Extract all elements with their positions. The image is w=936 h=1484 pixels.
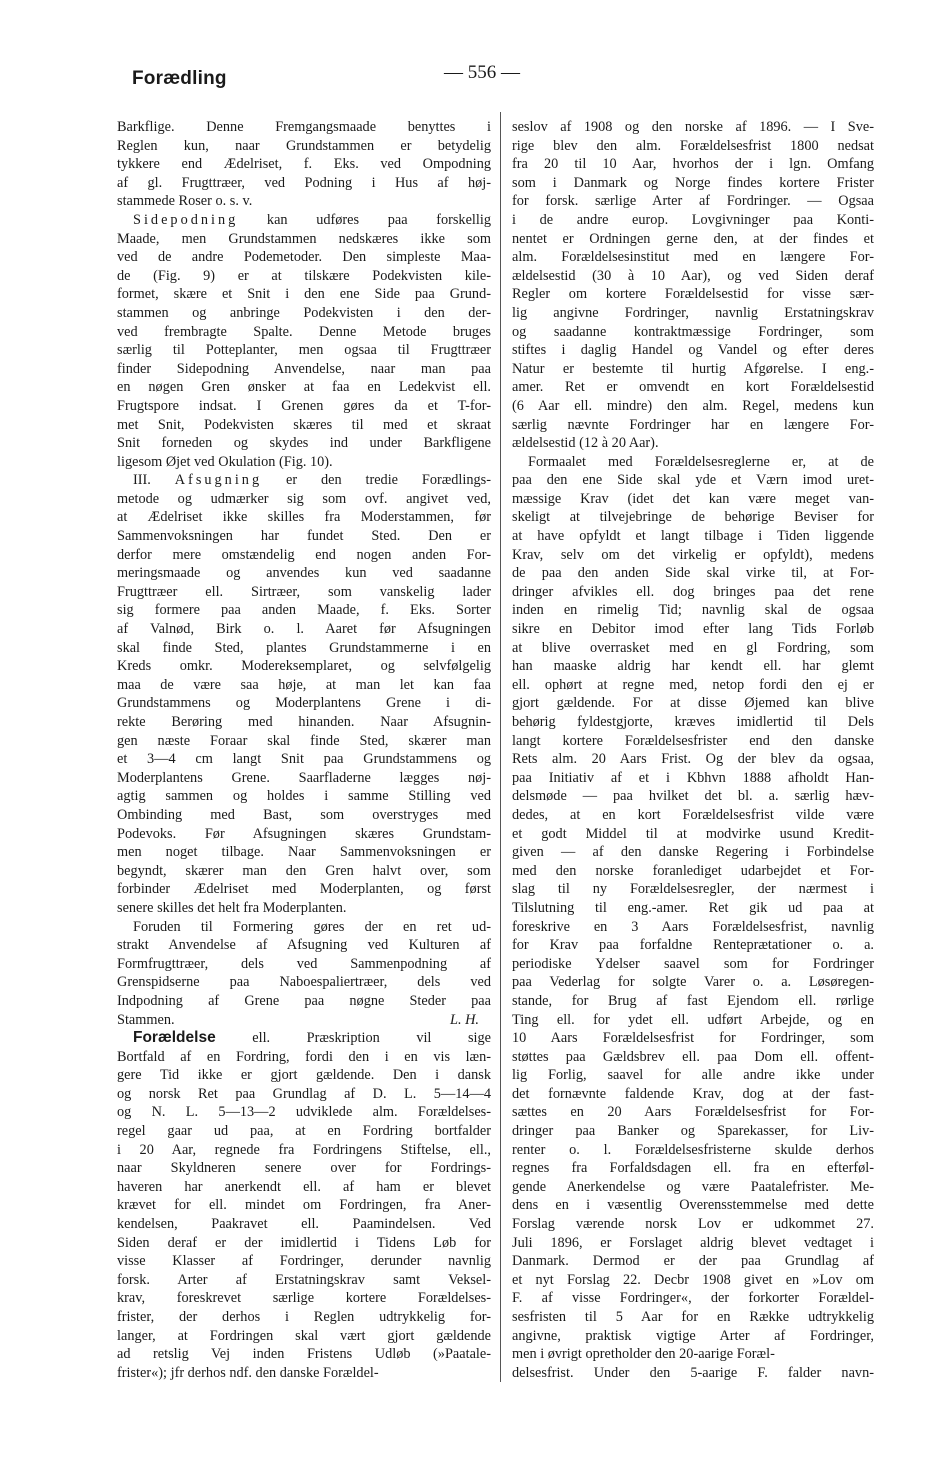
text-line: senere skilles det helt fra Moderplanten. (117, 899, 347, 916)
text-line: Sammenvoksningen har fundet Sted. Den er (117, 528, 491, 545)
text-line: naar Skyldneren senere over for Fordrings- (117, 1160, 491, 1177)
text-line: begyndt, skærer man den Gren halvt over, som (117, 862, 491, 879)
text-line: dedes, at en kort Forældelsesfrist vilde være (512, 806, 874, 823)
text-line: sættes en 20 Aars Forældelsesfrist for For- (512, 1104, 874, 1121)
text-line: et nyt Forslag 22. Decbr 1908 givet en »Lov om (512, 1271, 874, 1288)
text-line: paa den ene Side skal yde et Værn imod uret- (512, 472, 874, 489)
text-line: regnes fra Forfaldsdagen ell. fra en efterføl- (512, 1160, 874, 1177)
text-line: men i øvrigt opretholder den 20-aarige Foræl- (512, 1346, 775, 1363)
text-line: med den norske foranlediget udarbejdet et For- (512, 862, 874, 879)
text-line: gen næste Foraar skal finde Sted, skærer man (117, 732, 491, 749)
text-line: stammede Roser o. s. v. (117, 193, 253, 210)
text-line: Kreds omkr. Modereksemplaret, og selvfølgelig (117, 658, 491, 675)
text-line: sesfristen til 5 Aar for en Række udtrykkelig (512, 1309, 874, 1325)
text-line: Grenspidserne paa Naboespaliertræer, dels ved (117, 974, 491, 991)
text-line (117, 1011, 491, 1030)
text-line: Regler om kortere Forældelsestid for visse sær- (512, 286, 874, 303)
text-line: F. af visse Fordringer«, der forkorter Forældel- (512, 1290, 874, 1307)
text-line: foreskrive en 3 Aars Forældelsesfrist, navnlig (512, 918, 874, 935)
text-line: Ombinding med Bast, som overstryges med (117, 806, 491, 823)
text-line: særlig til Potteplanter, men ogsaa til Frugttræer (117, 342, 491, 359)
column-divider (500, 112, 501, 1382)
text-line: dringer afvikles ell. dog bringes paa det rene (512, 583, 874, 600)
text-line: forsk. Arter af Erstatningskrav samt Veksel- (117, 1271, 491, 1288)
text-line: formet, skære et Snit i den ene Side paa Grund- (117, 286, 491, 303)
text-segment: Stammen. (117, 1011, 175, 1028)
text-line: paa Vederlag for solgte Varer o. a. Løsøregen- (512, 974, 874, 991)
text-line: metode og udmærker sig som ovf. angivet ved, (117, 490, 491, 507)
text-line: delsesfrist. Under den 5-aarige F. falder navn- (512, 1364, 874, 1381)
text-line: ell. ophørt at regne med, netop fordi den ej er (512, 676, 874, 693)
text-line: gende Anerkendelse og være Paatalefrister. Me- (512, 1178, 874, 1195)
text-line: paa Initiativ af et i Kbhvn 1888 afholdt Han- (512, 769, 874, 786)
text-line: Barkflige. Denne Fremgangsmaade benyttes i (117, 119, 491, 135)
text-line: amer. Ret er omvendt en kort Forældelsestid (512, 379, 874, 396)
text-line: af gl. Frugttræer, ved Podning i Hus af høj- (117, 174, 491, 191)
text-line: stammen og anbringe Podekvisten i den der- (117, 304, 491, 321)
text-line: i de andre europ. Lovgivninger paa Konti- (512, 211, 874, 228)
text-line: agtig sammen og holdes i samme Stilling ved (117, 788, 491, 805)
text-line: regel gaar ud paa, at en Fordring bortfalder (117, 1123, 491, 1140)
text-line: alm. Forældelsesinstitut med en længere For- (512, 249, 874, 266)
text-line: slag til ny Forældelsesregler, der nærmest i (512, 881, 874, 898)
running-title: Forædling (132, 68, 227, 89)
text-line: renter o. l. Forældelsesfristerne skulde derhos (512, 1141, 874, 1158)
text-line: derfor mere omstændelig end nogen anden For- (117, 546, 491, 563)
text-line: periodiske Ydelser saavel som for Fordringer (512, 955, 874, 972)
entry-title: Forældelse (133, 1029, 216, 1047)
right-column (512, 118, 874, 1382)
text-line: for Krav paa forfaldne Renteprætationer o. a. (512, 937, 874, 954)
text-line: at Ædelriset ikke skilles fra Moderstammen, før (117, 509, 491, 526)
text-line: Moderplantens Grene. Saarfladerne lægges nøj- (117, 769, 491, 786)
text-line: tykkere end Ædelriset, f. Eks. ved Ompodning (117, 156, 491, 173)
text-line: delsmøde — paa hvilket det bl. a. særlig hæv- (512, 788, 874, 805)
text-line: frister«); jfr derhos ndf. den danske Forældel- (117, 1364, 379, 1381)
text-line: Podevoks. Før Afsugningen skæres Grundstam- (117, 825, 491, 842)
text-line: langt kortere Forældelsesfrister end den danske (512, 732, 874, 749)
text-line: rekte Berøring med hinanden. Naar Afsugnin- (117, 714, 491, 730)
text-line: Indpodning af Grene paa nøgne Steder paa (117, 992, 491, 1009)
text-line: for forsk. særlige Arter af Fordringer. — Ogsaa (512, 193, 874, 210)
text-line: given — af den danske Regering i Forbindelse (512, 844, 874, 861)
text-line: Formfrugttræer, dels ved Sammenpodning af (117, 955, 491, 972)
text-line: maa de være saa høje, at man let kan faa (117, 676, 491, 693)
text-line: Rets alm. 20 Aars Frist. Og der blev da ogsaa, (512, 751, 874, 768)
text-line: langer, at Fordringen skal vært gjort gældende (117, 1327, 491, 1344)
text-line: mæssige Krav (idet det kan være meget van- (512, 490, 874, 507)
page-number: — 556 — (444, 62, 520, 83)
text-line: ældelsestid (12 à 20 Aar). (512, 435, 659, 452)
text-line: Forslag værende norsk Lov er udkommet 27. (512, 1216, 874, 1233)
text-line: han maaske aldrig har kendt ell. har glemt (512, 658, 874, 675)
text-line: met Snit, Podekvisten skæres til med et skraat (117, 416, 491, 433)
text-line: Sidepodning kan udføres paa forskellig (133, 211, 491, 228)
text-line: Reglen kun, naar Grundstammen er betydelig (117, 137, 491, 154)
text-line: Ting ell. for ydet ell. udført Arbejde, og en (512, 1011, 874, 1028)
text-line: de paa den anden Side skal virke til, at For- (512, 565, 874, 582)
text-line: ældelsestid (30 à 10 Aar), og ved Siden deraf (512, 267, 874, 284)
text-line: III. Afsugning er den tredie Forædlings- (133, 472, 491, 489)
text-line: og saadanne kontraktmæssige Fordringer, som (512, 323, 874, 340)
text-line: af Valnød, Birk o. l. Aaret før Afsugningen (117, 621, 491, 638)
text-line: i 20 Aar, regnede fra Fordringens Stiftelse, ell., (117, 1141, 491, 1158)
text-line: gjort gældende. For at disse Øjemed kan blive (512, 695, 874, 712)
text-line: nentet er Ordningen gerne den, at der findes et (512, 230, 874, 247)
text-line: finder Sidepodning Anvendelse, naar man paa (117, 360, 491, 377)
text-line: krævet for ell. mindet om Fordringen, fra Aner- (117, 1197, 491, 1214)
text-line: visse Klasser af Fordringer, derunder navnlig (117, 1253, 491, 1270)
page-header (132, 60, 812, 100)
text-line: et 3—4 cm langt Snit paa Grundstammens og (117, 751, 491, 768)
text-line: stande, for Brug af fast Ejendom ell. rørlige (512, 992, 874, 1009)
text-line: skeligt at tilvejebringe de behørige Beviser for (512, 509, 874, 526)
text-line: seslov af 1908 og den norske af 1896. — I Sve- (512, 119, 874, 135)
text-line: dringer paa Banker og Sparekasser, for Liv- (512, 1123, 874, 1140)
text-line: stiftes i daglig Handel og Vandel og efter deres (512, 342, 874, 359)
text-line: de (Fig. 9) er at tilskære Podekvisten kile- (117, 267, 491, 284)
text-line: (6 Aar ell. mindre) den alm. Regel, medens kun (512, 397, 874, 414)
text-line: Bortfald af en Fordring, fordi den i en vis læn- (117, 1048, 491, 1065)
text-line: Danmark. Dermod er der paa Grundlag af (512, 1253, 874, 1270)
text-line: 10 Aars Forældelsesfrist for Fordringer, som (512, 1030, 874, 1047)
text-line: Juli 1896, er Forslaget aldrig blevet vedtaget i (512, 1234, 874, 1251)
text-line: gere Tid ikke er gjort gældende. Den i dansk (117, 1067, 491, 1084)
text-line: Frugtspore indsat. I Grenen gøres da et T-for- (117, 397, 491, 414)
text-line: Natur er bestemte til hurtig Afgørelse. I eng.- (512, 360, 874, 377)
text-line: skal finde Sted, plantes Grundstammerne i en (117, 639, 491, 656)
text-line: at have opfyldt et langt tilbage i Tiden liggende (512, 528, 874, 545)
text-line: Foruden til Formering gøres der en ret ud- (133, 918, 491, 935)
text-line: og N. L. 5—13—2 udviklede alm. Forældelses- (117, 1104, 491, 1121)
spaced-term: Afsugning (174, 472, 263, 489)
entry-headline (117, 1029, 491, 1048)
text-line: haveren har anerkendt ell. af ham er blevet (117, 1178, 491, 1195)
left-column (117, 118, 491, 1382)
text-line: men noget tilbage. Naar Sammenvoksningen er (117, 844, 491, 861)
text-line: Krav, selv om det virkelig er opfyldt), medens (512, 546, 874, 563)
text-line: sikre en Debitor imod efter lang Tids Forløb (512, 621, 874, 638)
text-line: fra 20 til 10 Aar, hvorhos der i lgn. Omfang (512, 156, 874, 173)
text-line: Tilslutning til eng.-amer. Ret gik ud paa at (512, 899, 874, 916)
text-line: Snit forneden og skydes ind under Barkfligene (117, 435, 491, 452)
text-line: ved de andre Podemetoder. Den simpleste Maa- (117, 249, 491, 266)
text-line: støttes paa Gældsbrev ell. paa Dom ell. offent- (512, 1048, 874, 1065)
text-line: det fornævnte faldende Krav, dog at der fast- (512, 1085, 874, 1102)
text-line: dens en i væsentlig Overensstemmelse med dette (512, 1197, 874, 1214)
text-line: Siden deraf er der imidlertid i Tidens Løb for (117, 1234, 491, 1251)
text-line: frister, der derhos i Reglen udtrykkelig for- (117, 1309, 491, 1325)
text-line: Formaalet med Forældelsesreglerne er, at de (528, 453, 874, 470)
text-line: særlig nævnte Fordringer har en længere For- (512, 416, 874, 433)
text-line: sig formere paa anden Maade, f. Eks. Sorter (117, 602, 491, 619)
text-line: som i Danmark og Norge findes kortere Frister (512, 174, 874, 191)
text-line: strakt Anvendelse af Afsugning ved Kulturen af (117, 937, 491, 954)
text-line: ligesom Øjet ved Okulation (Fig. 10). (117, 453, 333, 470)
text-line: at blive overrasket med en gl Fordring, som (512, 639, 874, 656)
text-line: Grundstammens og Moderplantens Grene i di- (117, 695, 491, 712)
text-line: meringsmaade og anvendes kun ved saadanne (117, 565, 491, 582)
text-segment: ell. Præskription vil sige (215, 1030, 491, 1047)
text-line: forbinder Ædelriset med Moderplanten, og først (117, 881, 491, 898)
text-line: krav, foreskrevet særlige kortere Forældelses- (117, 1290, 491, 1307)
text-line: rige blev den alm. Forældelsesfrist 1800 nedsat (512, 137, 874, 154)
spaced-term: Sidepodning (133, 211, 239, 228)
author-signature: L. H. (450, 1011, 479, 1028)
text-line: Maade, men Grundstammen nedskæres ikke som (117, 230, 491, 247)
text-line: en nøgen Gren ønsker at faa en Ledekvist ell. (117, 379, 491, 396)
text-line: angivne, praktisk vigtige Arter af Fordringer, (512, 1327, 874, 1344)
text-line: behørig fyldestgjorte, kræves imidlertid til Dels (512, 714, 874, 730)
text-line: et godt Middel til at modvirke usund Kredit- (512, 825, 874, 842)
text-line: inden en rimelig Tid; navnlig skal de ogsaa (512, 602, 874, 619)
text-line: lig angivne Fordringer, navnlig Erstatningskrav (512, 304, 874, 321)
text-line: kendelsen, Paakravet ell. Paamindelsen. Ved (117, 1216, 491, 1233)
text-line: lig Forlig, saavel for alle andre ikke under (512, 1067, 874, 1084)
text-line: og norsk Ret paa Grundlag af D. L. 5—14—4 (117, 1085, 491, 1102)
text-line: ved frembragte Spalte. Denne Metode bruges (117, 323, 491, 340)
text-line: ad retslig Vej inden Fristens Udløb (»Paatale- (117, 1346, 491, 1363)
text-line: Frugttræer ell. Sirtræer, som vanskelig lader (117, 583, 491, 600)
